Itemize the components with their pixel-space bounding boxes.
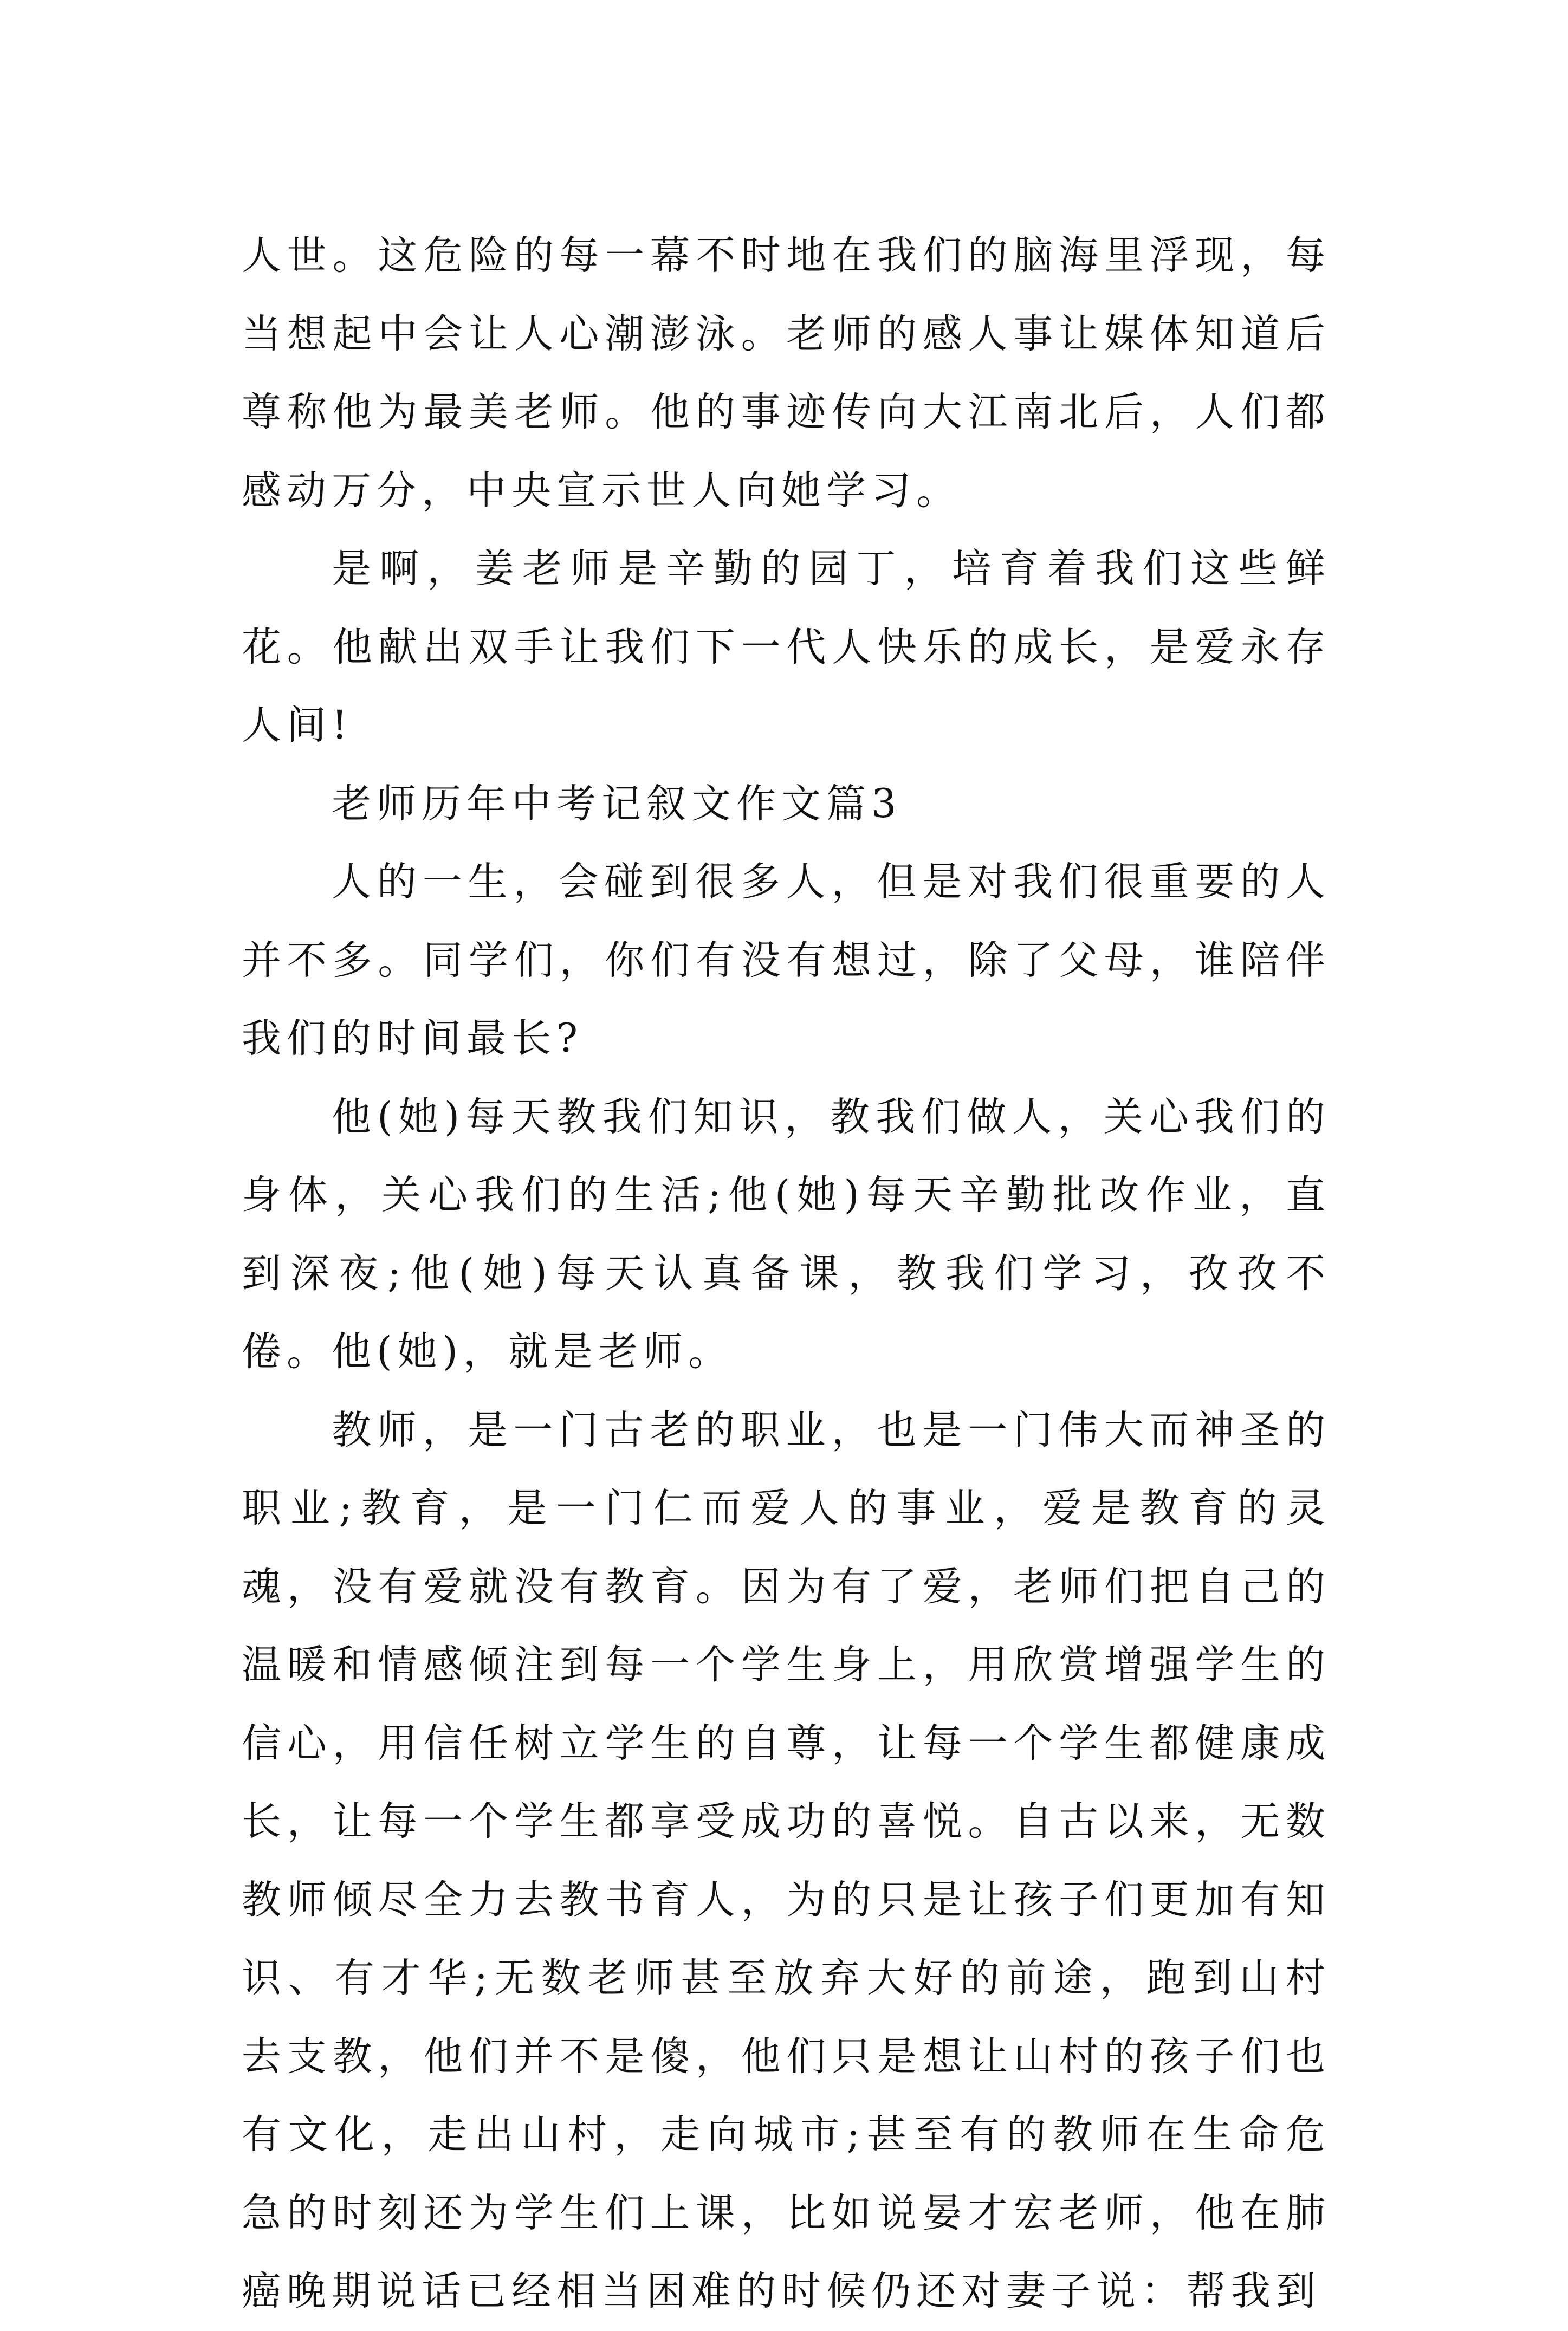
section-heading: 老师历年中考记叙文作文篇3: [332, 780, 902, 827]
paragraph-2: 是啊，姜老师是辛勤的园丁，培育着我们这些鲜花。他献出双手让我们下一代人快乐的成长，是爱永存人间!: [242, 546, 1331, 748]
paragraph-4: 他(她)每天教我们知识，教我们做人，关心我们的身体，关心我们的生活;他(她)每天辛勤批改作业，直到深夜;他(她)每天认真备课，教我们学习，孜孜不倦。他(她)，就是老师。: [242, 1093, 1331, 1375]
paragraph-3: 人的一生，会碰到很多人，但是对我们很重要的人并不多。同学们，你们有没有想过，除了父母，谁陪伴我们的时间最长?: [242, 859, 1331, 1061]
paragraph-5: 教师，是一门古老的职业，也是一门伟大而神圣的职业;教育，是一门仁而爱人的事业，爱是教育的灵魂，没有爱就没有教育。因为有了爱，老师们把自己的温暖和情感倾注到每一个学生身上，用欣赏增强学生的信心，用信任树立学生的自尊，让每一个学生都健康成长，让每一个学生都享受成功的喜悦。自古以来，无数教师倾尽全力去教书育人，为的只是让孩子们更加有知识、有才华;无数老师甚至放弃大好的前途，跑到山村去支教，他们并不是傻，他们只是想让山村的孩子们也有文化，走出山村，走向城市;甚至有的教师在生命危急的时刻还为学生们上课，比如说晏才宏老师，他在肺癌晚期说话已经相当困难的时候仍还对妻子说：帮我到: [242, 1407, 1331, 2314]
document-body: [242, 217, 1331, 2331]
paragraph-1: 人世。这危险的每一幕不时地在我们的脑海里浮现，每当想起中会让人心潮澎泳。老师的感人事让媒体知道后尊称他为最美老师。他的事迹传向大江南北后，人们都感动万分，中央宣示世人向她学习。: [242, 232, 1331, 514]
